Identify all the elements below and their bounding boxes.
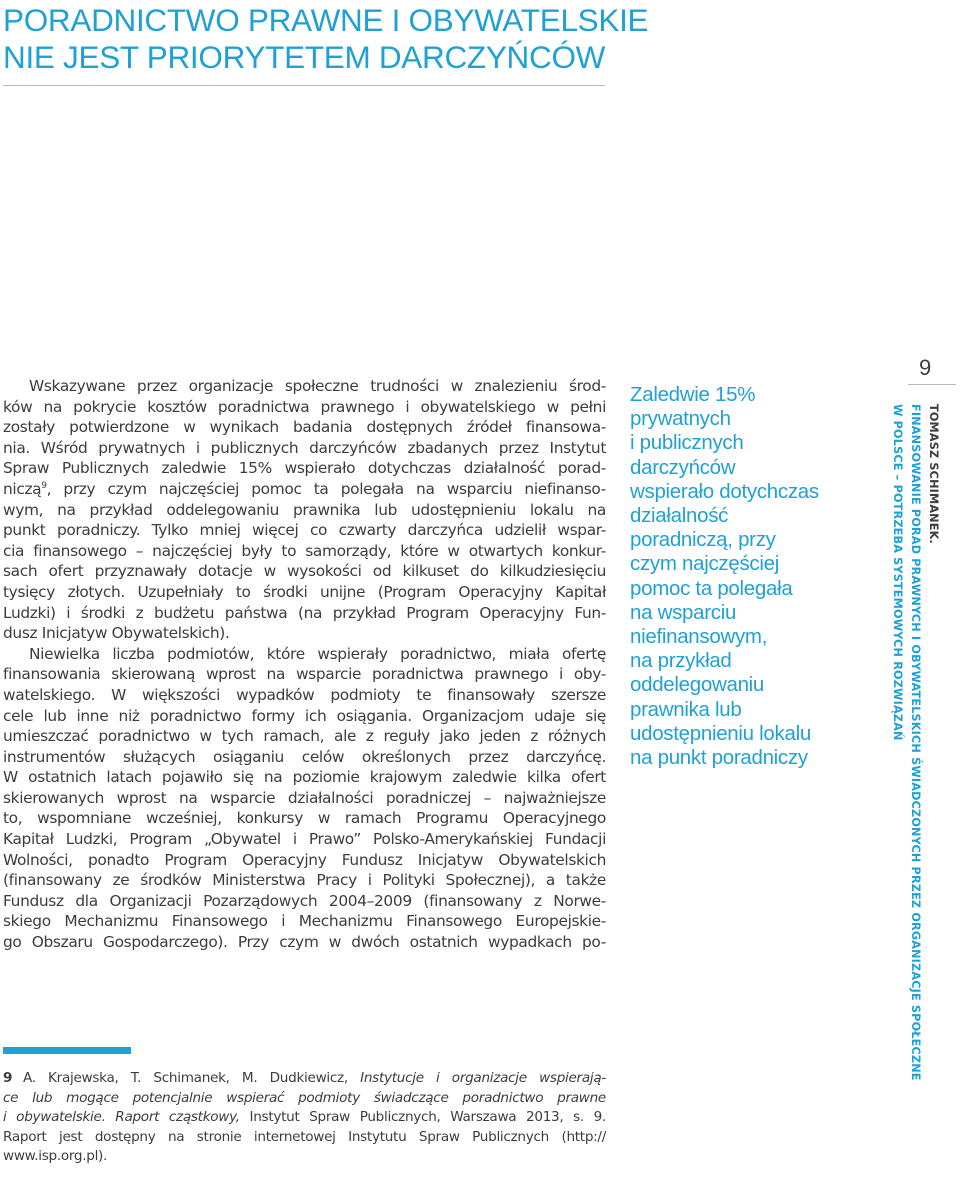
body-line-with-footnote-ref <box>3 479 606 500</box>
body-line: to, wspomniane wcześniej, konkursy w ramach Programu Operacyjnego <box>3 809 606 828</box>
body-line: (finansowany ze środków Ministerstwa Pracy i Polityki Społecznej), a także <box>3 871 606 890</box>
pull-quote-line: oddelegowaniu <box>630 673 765 697</box>
page-number: 9 <box>919 355 932 380</box>
running-header-title: FINANSOWANIE PORAD PRAWNYCH I OBYWATELSKICH ŚWIADCZONYCH PRZEZ ORGANIZACJE SPOŁECZNE <box>909 404 922 1081</box>
body-line: instrumentów służących osiąganiu celów określonych przez darczyńcę. <box>3 747 606 766</box>
body-line: nia. Wśród prywatnych i publicznych darczyńców zbadanych przez Instytut <box>3 438 606 457</box>
pull-quote-line: i publicznych <box>630 431 744 455</box>
body-line: Niewielka liczba podmiotów, które wspierały poradnictwo, miała ofertę <box>29 644 606 663</box>
pull-quote-line: na przykład <box>630 649 732 673</box>
pull-quote-line: prawnika lub <box>630 697 742 721</box>
body-line: W ostatnich latach pojawiło się na poziomie krajowym zaledwie kilka ofert <box>3 768 606 787</box>
body-line: finansowania skierowaną wprost na wsparcie poradnictwa prawnego i oby- <box>3 665 606 684</box>
running-header <box>888 404 942 1081</box>
title-divider <box>3 85 605 86</box>
running-header-author: TOMASZ SCHIMANEK. <box>927 404 940 544</box>
pull-quote-line: darczyńców <box>630 455 736 479</box>
page-title <box>3 2 648 76</box>
pull-quote <box>630 383 840 770</box>
footnote-line <box>3 1089 606 1109</box>
running-header-line-2: W POLSCE – POTRZEBA SYSTEMOWYCH ROZWIĄZAŃ <box>891 404 904 741</box>
pull-quote-line: Zaledwie 15% <box>630 383 756 406</box>
page-number-rule <box>908 384 956 385</box>
footnote-title: Instytucje i organizacje wspierają- <box>360 1070 606 1086</box>
body-line: zostały potwierdzone w wynikach badania dostępnych źródeł finansowa- <box>3 418 606 437</box>
body-line: cia finansowego – najczęściej były to samorządy, które w otwartych konkur- <box>3 541 606 560</box>
pull-quote-line: działalność <box>630 504 729 528</box>
pull-quote-line: wspierało dotychczas <box>630 479 819 503</box>
footnote-line: Raport jest dostępny na stronie internetowej Instytutu Spraw Publicznych (http:// <box>3 1128 606 1145</box>
pull-quote-line: na punkt poradniczy <box>630 746 808 770</box>
footnote-line <box>3 1108 606 1128</box>
body-line: punkt poradniczy. Tylko mniej więcej co czwarty darczyńca udzielił wspar- <box>3 521 606 540</box>
footnote <box>3 1069 606 1167</box>
body-line: skierowanych wprost na wsparcie działalności poradniczej – najważniejsze <box>3 788 606 807</box>
body-line: Spraw Publicznych zaledwie 15% wspierało dotychczas działalność porad- <box>3 459 606 478</box>
page-title-line-1: PORADNICTWO PRAWNE I OBYWATELSKIE <box>3 2 649 38</box>
pull-quote-line: poradniczą, przy <box>630 528 776 552</box>
body-line: cele lub inne niż poradnictwo formy ich osiągania. Organizacjom udaje się <box>3 706 606 725</box>
pull-quote-line: pomoc ta polegała <box>630 576 793 600</box>
body-line: Wolności, ponadto Program Operacyjny Fundusz Inicjatyw Obywatelskich <box>3 850 606 869</box>
pull-quote-line: niefinansowym, <box>630 625 768 649</box>
footnote-number: 9 <box>3 1070 13 1086</box>
body-line: Wskazywane przez organizacje społeczne trudności w znalezieniu środ- <box>29 377 606 395</box>
body-line: ków na pokrycie kosztów poradnictwa prawnego i obywatelskiego w pełni <box>3 397 606 416</box>
body-line: wym, na przykład oddelegowaniu prawnika lub udostępnieniu lokalu na <box>3 500 606 519</box>
footnote-title: i obywatelskie. Raport cząstkowy, <box>3 1109 250 1125</box>
footnote-separator-bar <box>3 1047 131 1054</box>
body-line: watelskiego. W większości wypadków podmioty te finansowały szersze <box>3 685 606 704</box>
body-line: umieszczać poradnictwo w tych ramach, ale z reguły jako jeden z różnych <box>3 727 606 746</box>
footnote-reference[interactable]: 9 <box>41 480 47 491</box>
footnote-title: ce lub mogące potencjalnie wspierać podmioty świadczące poradnictwo prawne <box>3 1089 606 1106</box>
body-line: Ludzki) i środki z budżetu państwa (na przykład Program Operacyjny Fun- <box>3 603 606 622</box>
pull-quote-line: na wsparciu <box>630 600 737 624</box>
body-line: tysięcy złotych. Uzupełniały to środki unijne (Program Operacyjny Kapitał <box>3 582 606 601</box>
pull-quote-line: prywatnych <box>630 407 731 431</box>
footnote-authors: A. Krajewska, T. Schimanek, M. Dudkiewicz, <box>23 1070 361 1086</box>
footnote-url[interactable]: www.isp.org.pl). <box>3 1148 108 1164</box>
page-title-line-2: NIE JEST PRIORYTETEM DARCZYŃCÓW <box>3 39 606 75</box>
body-line: skiego Mechanizmu Finansowego i Mechanizmu Finansowego Europejskie- <box>3 912 606 931</box>
body-line: sach ofert przyznawały dotacje w wysokości od kilkuset do kilkudziesięciu <box>3 562 606 581</box>
body-text-fragment: niczą <box>3 479 42 498</box>
running-header-line-1 <box>906 404 942 1081</box>
main-article-text <box>3 376 606 953</box>
pull-quote-line: czym najczęściej <box>630 552 779 576</box>
body-line: go Obszaru Gospodarczego). Przy czym w dwóch ostatnich wypadkach po- <box>3 933 606 952</box>
pull-quote-line: udostępnieniu lokalu <box>630 721 811 745</box>
body-line: dusz Inicjatyw Obywatelskich). <box>3 624 230 643</box>
body-line: Fundusz dla Organizacji Pozarządowych 2004–2009 (finansowany z Norwe- <box>3 891 606 910</box>
footnote-line <box>3 1069 606 1089</box>
body-line: Kapitał Ludzki, Program „Obywatel i Prawo” Polsko-Amerykańskiej Fundacji <box>3 830 606 849</box>
footnote-publisher: Instytut Spraw Publicznych, Warszawa 2013, s. 9. <box>249 1109 607 1125</box>
body-text-fragment: , przy czym najczęściej pomoc ta polegała na wsparciu niefinanso- <box>46 479 606 498</box>
